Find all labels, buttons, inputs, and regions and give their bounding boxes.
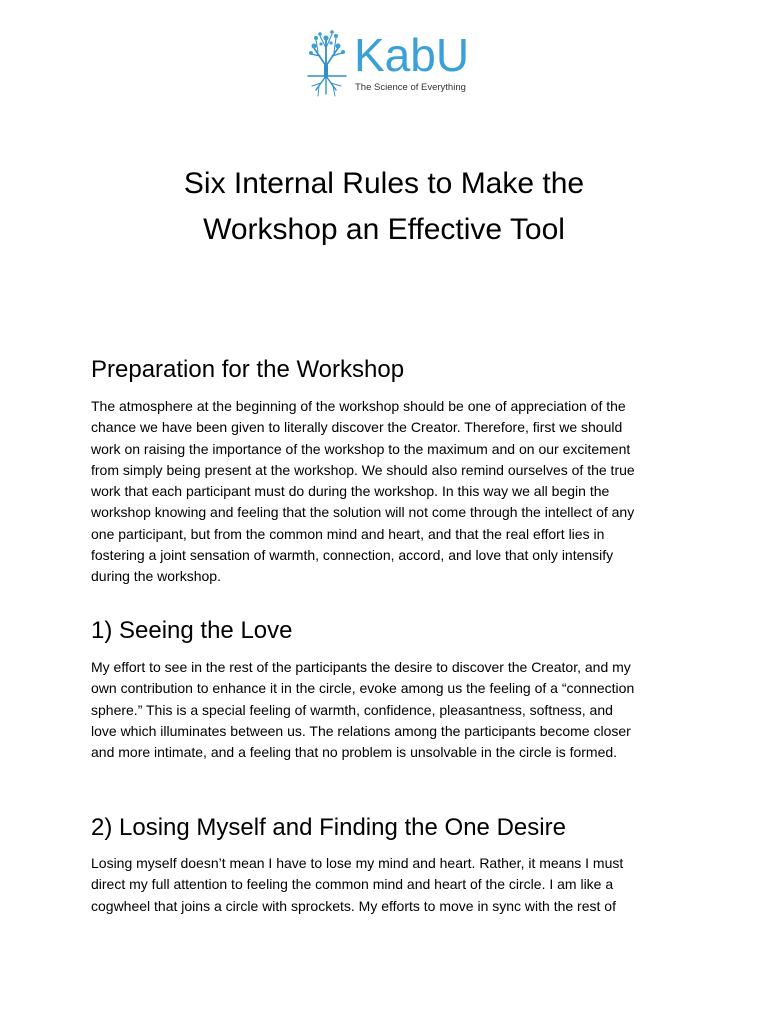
text-line: chance we have been given to literally discover the Creator. Therefore, first we should xyxy=(91,419,623,436)
text-line: own contribution to enhance it in the circle, evoke among us the feeling of a “connection xyxy=(91,680,635,697)
text-line: direct my full attention to feeling the common mind and heart of the circle. I am like a xyxy=(91,876,614,893)
text-line: workshop knowing and feeling that the solution will not come through the intellect of any xyxy=(91,504,635,521)
title-line: Six Internal Rules to Make the xyxy=(183,167,585,200)
text-line: and more intimate, and a feeling that no problem is unsolvable in the circle is formed. xyxy=(91,744,618,761)
text-line: Losing myself doesn’t mean I have to lose my mind and heart. Rather, it means I must xyxy=(91,855,624,871)
section-body-losing-myself xyxy=(91,853,691,917)
text-line: sphere.” This is a special feeling of warmth, confidence, pleasantness, softness, and xyxy=(91,701,613,718)
text-line: work on raising the importance of the workshop to the maximum and on our excitement xyxy=(91,440,631,457)
page-title xyxy=(84,161,684,253)
section-heading-seeing-the-love: 1) Seeing the Love xyxy=(91,617,293,644)
text-line: love which illuminates between us. The relations among the participants become closer xyxy=(91,722,631,739)
text-line: fostering a joint sensation of warmth, connection, accord, and love that only intensify xyxy=(91,547,614,564)
text-line: The atmosphere at the beginning of the workshop should be one of appreciation of the xyxy=(91,398,626,414)
kabu-logo xyxy=(306,26,470,98)
tree-icon xyxy=(306,26,350,98)
text-line: work that each participant must do during the workshop. In this way we all begin the xyxy=(91,483,610,500)
logo-tagline: The Science of Everything xyxy=(355,82,466,93)
section-body-seeing-the-love xyxy=(91,657,691,763)
text-line: My effort to see in the rest of the participants the desire to discover the Creator, and my xyxy=(91,659,631,675)
section-heading-losing-myself: 2) Losing Myself and Finding the One Desire xyxy=(91,814,566,841)
section-heading-preparation: Preparation for the Workshop xyxy=(91,356,405,383)
section-body-preparation xyxy=(91,396,691,588)
title-line: Workshop an Effective Tool xyxy=(203,213,565,246)
text-line: from simply being present at the workshop. We should also remind ourselves of the true xyxy=(91,461,635,478)
text-line: during the workshop. xyxy=(91,568,221,585)
text-line: cogwheel that joins a circle with sprockets. My efforts to move in sync with the rest of xyxy=(91,897,616,914)
logo-wordmark: KabU xyxy=(354,29,470,81)
text-line: one participant, but from the common mind and heart, and that the real effort lies in xyxy=(91,525,605,542)
